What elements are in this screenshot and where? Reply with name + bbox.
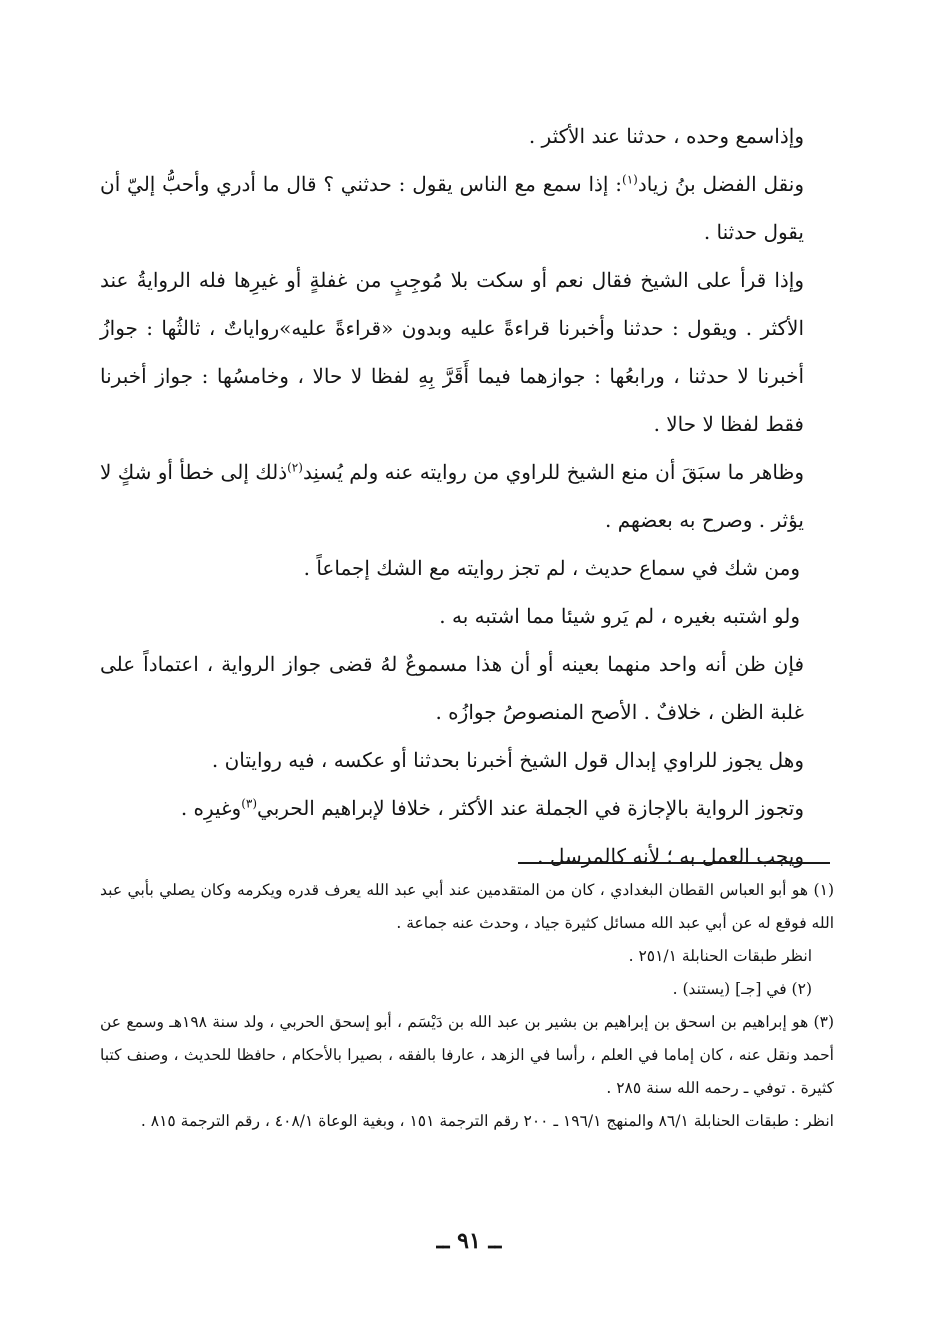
paragraph-1: وإذاسمع وحده ، حدثنا عند الأكثر . xyxy=(528,124,804,148)
footnote-3-source: انظر : طبقات الحنابلة ٨٦/١ والمنهج ١٩٦/١ ـ ٢٠٠ رقم الترجمة ١٥١ ، وبغية الوعاة ٤٠٨/١ ، رقم الترجمة ٨١٥ . xyxy=(140,1112,834,1130)
paragraph-4-part-a: وظاهر ما سبَقَ أن منع الشيخ للراوي من روايته عنه ولم يُسنِد xyxy=(302,460,804,484)
paragraph-4 xyxy=(100,448,838,544)
footnote-ref-3[interactable]: (٣) xyxy=(241,796,258,811)
footnote-ref-1[interactable]: (١) xyxy=(622,172,638,187)
paragraph-6: ولو اشتبه بغيره ، لم يَرو شيئا مما اشتبه به . xyxy=(439,604,800,628)
paragraph-4-part-b: ذلك إلى خطأ أو شكٍ لا يؤثر . وصرح به بعضهم . xyxy=(100,460,804,532)
paragraph-2 xyxy=(100,160,838,256)
page-number: ــ ٩١ ــ xyxy=(436,1228,502,1254)
main-text xyxy=(100,112,838,880)
paragraph-10: ويجب العمل به ؛ لأنه كالمرسل . xyxy=(537,844,804,868)
footnote-1-source: انظر طبقات الحنابلة ٢٥١/١ . xyxy=(628,947,812,965)
footnote-separator xyxy=(518,862,830,864)
footnote-ref-2[interactable]: (٢) xyxy=(287,460,303,475)
paragraph-2-part-b: : إذا سمع مع الناس يقول : حدثني ؟ قال ما أدري وأحبُّ إليّ أن يقول حدثنا . xyxy=(100,172,804,244)
paragraph-5: ومن شك في سماع حديث ، لم تجز روايته مع الشك إجماعاً . xyxy=(303,556,800,580)
paragraph-3: وإذا قرأ على الشيخ فقال نعم أو سكت بلا مُوجِبٍ من غفلةٍ أو غيرِها فله الروايةُ عند الأكثر . ويقول : حدثنا وأخبرنا قراءةً عليه وبدون «قراءةً عليه»رواياتٌ ، ثالثُها : جوازُ أخبرنا لا حدثنا ، ورابعُها : جوازهما فيما أَقَرَّ بِهِ لفظا لا حالا ، وخامسُها : جواز أخبرنا فقط لفظا لا حالا . xyxy=(100,268,804,436)
paragraph-2-part-a: ونقل الفضل بنُ زياد xyxy=(637,172,804,196)
footnote-2: (٢) في [جـ] (يستند) . xyxy=(672,980,812,998)
paragraph-9-part-b: وغيرِه . xyxy=(180,796,242,820)
footnote-3: (٣) هو إبراهيم بن اسحق بن إبراهيم بن بشير بن عبد الله بن دَيْسَم ، أبو إسحق الحربي ، ولد سنة ١٩٨هـ وسمع عن أحمد ونقل عنه ، كان إماما في العلم ، رأسا في الزهد ، عارفا بالفقه ، بصيرا بالأحكام ، حافظا للحديث ، وصنف كتبا كثيرة . توفي ـ رحمه الله سنة ٢٨٥ . xyxy=(100,1013,834,1097)
paragraph-9-part-a: وتجوز الرواية بالإجازة في الجملة عند الأكثر ، خلافا لإبراهيم الحربي xyxy=(257,796,804,820)
footnotes xyxy=(100,874,834,1138)
paragraph-9 xyxy=(100,784,838,832)
footnote-1: (١) هو أبو العباس القطان البغدادي ، كان من المتقدمين عند أبي عبد الله يعرف قدره ويكرمه وكان يصلي بأبي عبد الله فوقع له عن أبي عبد الله مسائل كثيرة جياد ، وحدث عنه جماعة . xyxy=(100,881,834,932)
paragraph-8: وهل يجوز للراوي إبدال قول الشيخ أخبرنا بحدثنا أو عكسه ، فيه روايتان . xyxy=(211,748,804,772)
paragraph-7: فإن ظن أنه واحد منهما بعينه أو أن هذا مسموعٌ لهُ قضى جواز الرواية ، اعتماداً على غلبة الظن ، خلافٌ . الأصح المنصوصُ جوازُه . xyxy=(100,652,804,724)
